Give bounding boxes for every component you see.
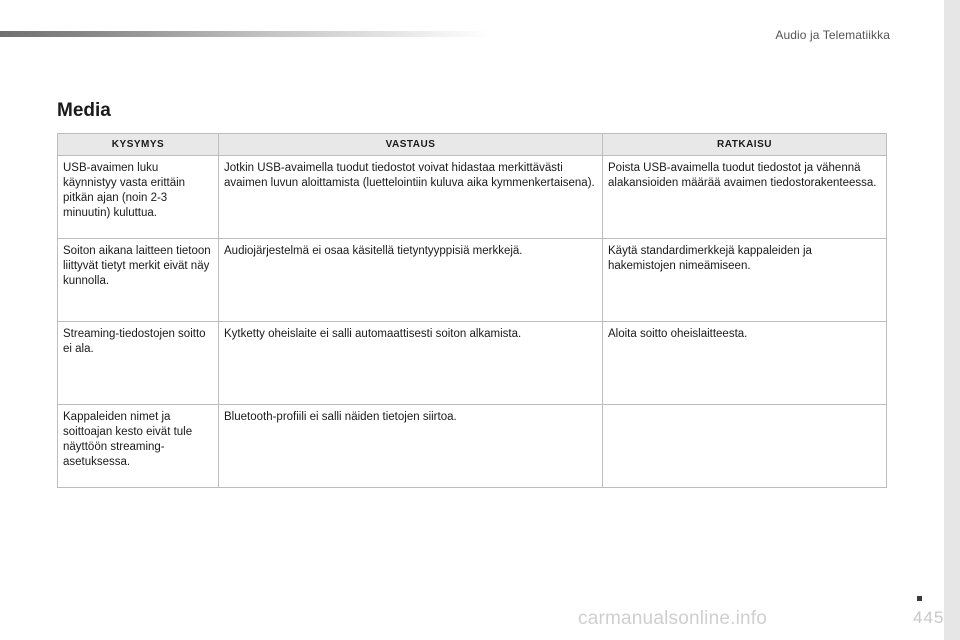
solution-cell: Käytä standardimerkkejä kappaleiden ja hakemistojen nimeämiseen. bbox=[603, 239, 887, 322]
watermark-text: carmanualsonline.info bbox=[578, 608, 768, 629]
section-header: Audio ja Telematiikka bbox=[775, 28, 890, 42]
answer-cell: Kytketty oheislaite ei salli automaattisesti soiton alkamista. bbox=[219, 322, 603, 405]
troubleshooting-table bbox=[57, 133, 887, 488]
table-row bbox=[58, 405, 887, 488]
question-cell: Kappaleiden nimet ja soittoajan kesto eivät tule näyttöön streaming-asetuksessa. bbox=[58, 405, 219, 488]
column-header-question: KYSYMYS bbox=[58, 134, 219, 156]
page-edge-strip bbox=[944, 0, 960, 640]
answer-cell: Audiojärjestelmä ei osaa käsitellä tietyntyyppisiä merkkejä. bbox=[219, 239, 603, 322]
column-header-answer: VASTAUS bbox=[219, 134, 603, 156]
column-header-solution: RATKAISU bbox=[603, 134, 887, 156]
solution-cell: Aloita soitto oheislaitteesta. bbox=[603, 322, 887, 405]
page-marker bbox=[917, 596, 922, 601]
question-cell: USB-avaimen luku käynnistyy vasta erittäin pitkän ajan (noin 2-3 minuutin) kuluttua. bbox=[58, 156, 219, 239]
table-row bbox=[58, 156, 887, 239]
solution-cell: Poista USB-avaimella tuodut tiedostot ja vähennä alakansioiden määrää avaimen tiedostorakenteessa. bbox=[603, 156, 887, 239]
question-cell: Soiton aikana laitteen tietoon liittyvät tietyt merkit eivät näy kunnolla. bbox=[58, 239, 219, 322]
question-cell: Streaming-tiedostojen soitto ei ala. bbox=[58, 322, 219, 405]
header-gradient-bar bbox=[0, 31, 490, 37]
table-row bbox=[58, 322, 887, 405]
page-title: Media bbox=[57, 100, 111, 121]
solution-cell bbox=[603, 405, 887, 488]
table-row bbox=[58, 239, 887, 322]
answer-cell: Jotkin USB-avaimella tuodut tiedostot voivat hidastaa merkittävästi avaimen luvun aloittamista (luettelointiin kuluva aika kymmenkertaisena). bbox=[219, 156, 603, 239]
table-header-row bbox=[58, 134, 887, 156]
answer-cell: Bluetooth-profiili ei salli näiden tietojen siirtoa. bbox=[219, 405, 603, 488]
page-number: 445 bbox=[913, 608, 945, 627]
